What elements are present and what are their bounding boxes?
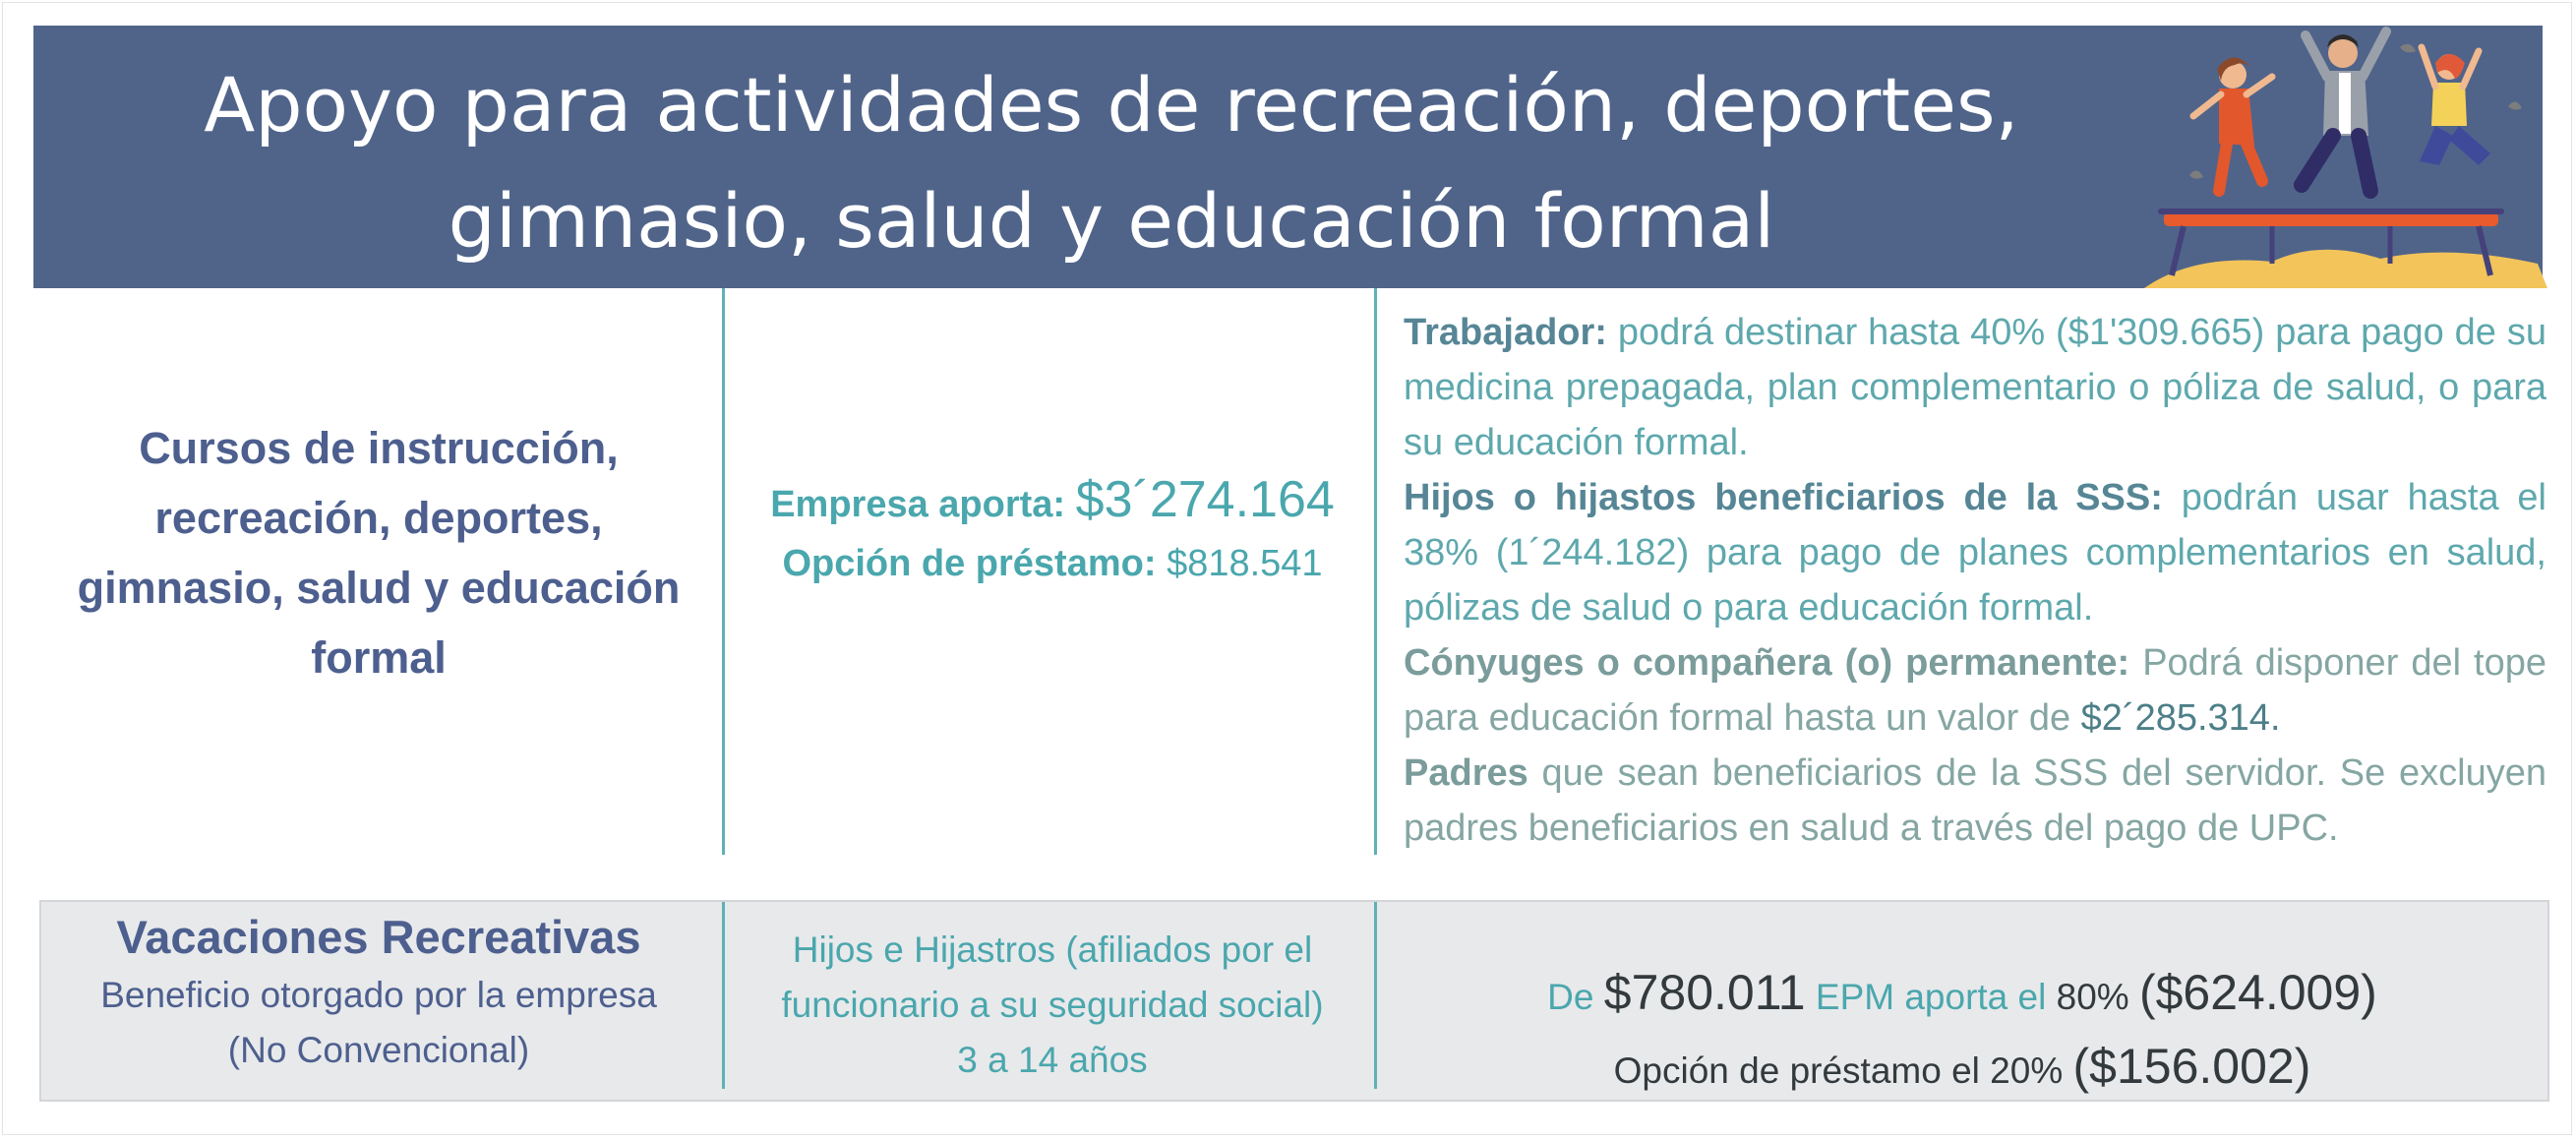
padres-label: Padres <box>1404 752 1528 794</box>
cost-epm-value: ($624.009) <box>2138 965 2377 1020</box>
trabajador-label: Trabajador: <box>1404 312 1607 353</box>
beneficiaries-description <box>1404 305 2546 856</box>
loan-text: Opción de préstamo el 20% <box>1613 1050 2064 1091</box>
cost-epm-percent: 80% <box>2056 977 2129 1017</box>
cost-epm-text: EPM aporta el <box>1815 977 2047 1017</box>
empresa-aporta-label: Empresa aporta: <box>770 484 1066 525</box>
column-divider-1 <box>722 288 725 855</box>
trampoline-mat <box>2164 212 2498 226</box>
title-line-1: Apoyo para actividades de recreación, deportes, <box>204 61 2019 149</box>
beneficiaries-age-range: 3 a 14 años <box>957 1040 1148 1080</box>
person-3-figure <box>2420 47 2490 165</box>
conyuges-label: Cónyuges o compañera (o) permanente: <box>1404 642 2130 684</box>
conyuges-paragraph <box>1404 635 2546 746</box>
person-2-figure <box>2302 31 2386 191</box>
cost-total: $780.011 <box>1603 965 1806 1020</box>
vacaciones-subtitle-1: Beneficio otorgado por la empresa <box>100 975 657 1015</box>
category-heading <box>39 413 718 692</box>
trabajador-paragraph <box>1404 305 2546 470</box>
hijos-paragraph <box>1404 470 2546 635</box>
prestamo-label: Opción de préstamo: <box>782 543 1157 584</box>
vacaciones-cost <box>1377 958 2547 1106</box>
conyuges-text: Podrá disponer del tope para educación formal hasta un valor de <box>1404 642 2546 739</box>
title-line-2: gimnasio, salud y educación formal <box>448 177 1775 265</box>
beneficiaries-line: Hijos e Hijastros (afiliados por el <box>792 929 1313 970</box>
cost-prefix: De <box>1547 977 1594 1017</box>
loan-value: ($156.002) <box>2072 1039 2311 1094</box>
vacaciones-subtitle-2: (No Convencional) <box>227 1030 530 1070</box>
jumping-people-trampoline-illustration <box>2125 18 2547 293</box>
empresa-aporta-line <box>728 470 1377 534</box>
vacaciones-title: Vacaciones Recreativas <box>116 911 641 963</box>
prestamo-line <box>728 534 1377 593</box>
trabajador-text: podrá destinar hasta 40% ($1'309.665) para pago de su medicina prepagada, plan complementario o póliza de salud, o para su educación formal. <box>1404 312 2546 463</box>
conyuges-value: $2´285.314. <box>2080 697 2281 739</box>
row2-divider-1 <box>722 902 725 1089</box>
beneficiaries-line: funcionario a su seguridad social) <box>781 985 1324 1025</box>
category-line: gimnasio, salud y educación <box>77 563 681 613</box>
person-1-figure <box>2193 57 2272 191</box>
trampoline-frame <box>2158 209 2504 214</box>
vacaciones-heading-block <box>39 907 718 1078</box>
hijos-label: Hijos o hijastos beneficiarios de la SSS: <box>1404 477 2163 518</box>
loan-line <box>1377 1032 2547 1106</box>
category-line: recreación, deportes, <box>154 493 603 543</box>
category-line: formal <box>311 632 447 683</box>
cost-line <box>1377 958 2547 1032</box>
hijos-text: podrán usar hasta el 38% (1´244.182) para pago de planes complementarios en salud, pólizas de salud o para educación formal. <box>1404 477 2547 629</box>
empresa-aporta-value: $3´274.164 <box>1075 471 1335 528</box>
vacaciones-beneficiaries <box>728 923 1377 1088</box>
padres-paragraph <box>1404 746 2546 856</box>
padres-text: que sean beneficiarios de la SSS del servidor. Se excluyen padres beneficiarios en salud a través del pago de UPC. <box>1404 752 2546 849</box>
category-line: Cursos de instrucción, <box>139 423 619 473</box>
amount-block <box>728 470 1377 593</box>
prestamo-value: $818.541 <box>1167 543 1323 584</box>
